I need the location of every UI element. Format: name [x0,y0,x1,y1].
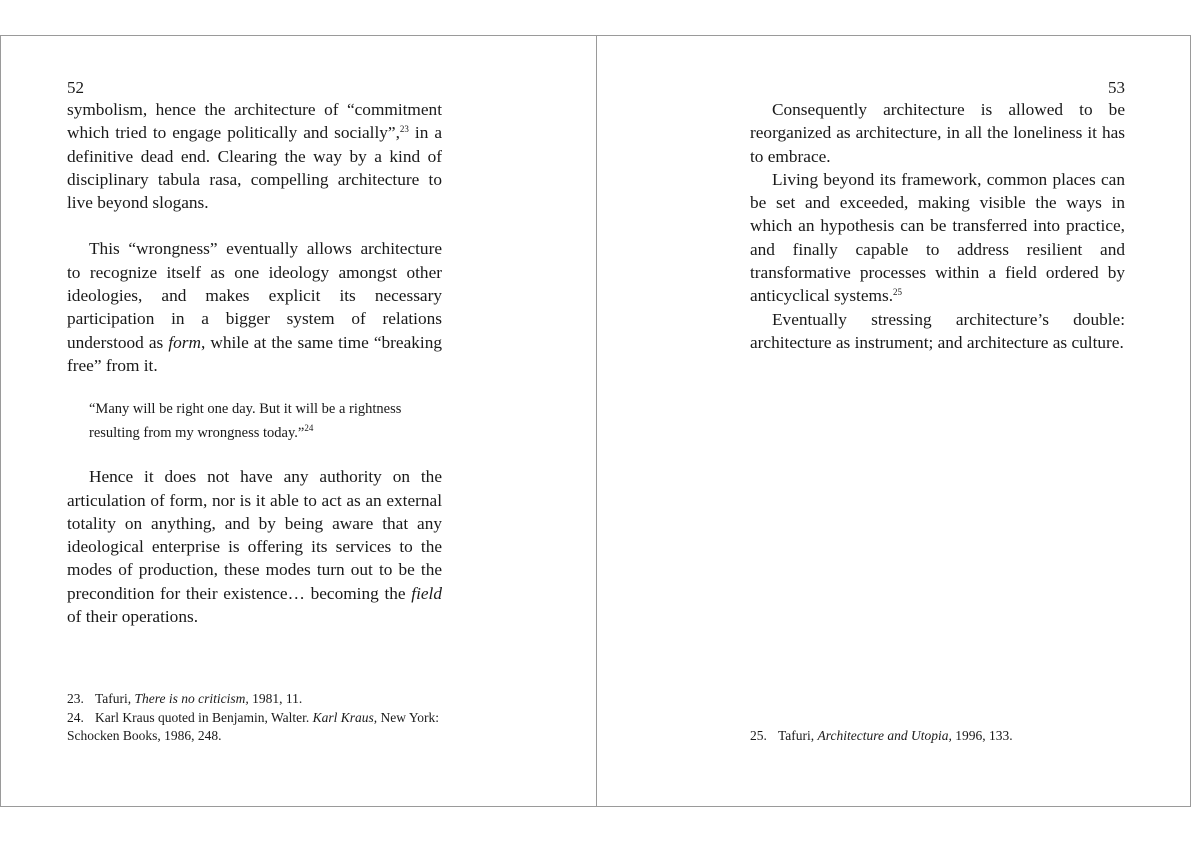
footnote-text: Karl Kraus quoted in Benjamin, Walter. [95,709,313,725]
footnote-title: There is no criticism, [134,691,249,706]
footnote [750,727,1125,746]
footnote-number: 23. [67,691,84,706]
quote-text: “Many will be right one day. But it will be a rightness resulting from my wrongness today.” [89,401,402,442]
footnote-number: 25. [750,728,767,743]
page-number-left: 52 [67,78,84,97]
book-spread [0,35,1191,807]
footnote-text: , New York: Schocken Books, 1986, 248. [67,709,440,743]
paragraph-text: , while at the same time “breaking free” from it. [67,332,442,375]
footnote [67,690,442,709]
footnote-text: 1981, 11. [248,691,303,706]
footnote-text: Tafuri, [95,691,135,706]
paragraph-text: Living beyond its framework, common places can be set and exceeded, making visible the ways in which an hypothesis can be transferred into practice, and finally capable to address resilient and transformative processes within a field ordered by anticyclical systems. [750,169,1125,306]
page-divider [596,36,597,806]
emphasis-text: form [168,332,201,352]
paragraph [67,237,442,377]
paragraph-text: Eventually stressing architecture’s double: architecture as instrument; and architecture as culture. [750,309,1125,352]
footnote-number: 24. [67,709,84,725]
paragraph [67,98,442,214]
paragraph [750,308,1125,355]
footnote-ref[interactable]: 25 [893,287,903,298]
paragraph-text: symbolism, hence the architecture of “commitment which tried to engage politically and socially”, [67,100,442,143]
right-page-footnotes [750,727,1125,746]
page-number-right: 53 [1108,78,1125,97]
footnote-title: Karl Kraus [312,709,374,725]
left-page-body [67,98,442,628]
footnote-ref[interactable]: 23 [399,124,409,135]
left-page-footnotes [67,690,442,746]
footnote-title: Architecture and Utopia, [817,728,952,743]
paragraph-text: This “wrongness” eventually allows architecture to recognize itself as one ideology amongst other ideologies, and makes explicit its necessary participation in a bigger system of relations understood as [67,239,442,352]
block-quote [89,397,442,445]
footnote-text: 1996, 133. [951,728,1013,743]
right-page-body [750,98,1125,354]
footnote-text: Tafuri, [778,728,818,743]
footnote-ref[interactable]: 24 [304,423,314,434]
paragraph-text: Hence it does not have any authority on the articulation of form, nor is it able to act as an external totality on anything, and by being aware that any ideological enterprise is offering its services to the modes of production, these modes turn out to be the precondition for their existence… becoming the [67,467,442,603]
paragraph [750,98,1125,168]
paragraph-text: in a definitive dead end. Clearing the way by a kind of disciplinary tabula rasa, compelling architecture to live beyond slogans. [67,123,442,213]
paragraph-text: of their operations. [67,607,199,627]
emphasis-text: field [411,583,442,603]
paragraph-text: Consequently architecture is allowed to be reorganized as architecture, in all the loneliness it has to embrace. [750,100,1125,166]
paragraph [67,465,442,628]
paragraph [750,168,1125,308]
footnote [67,709,442,746]
